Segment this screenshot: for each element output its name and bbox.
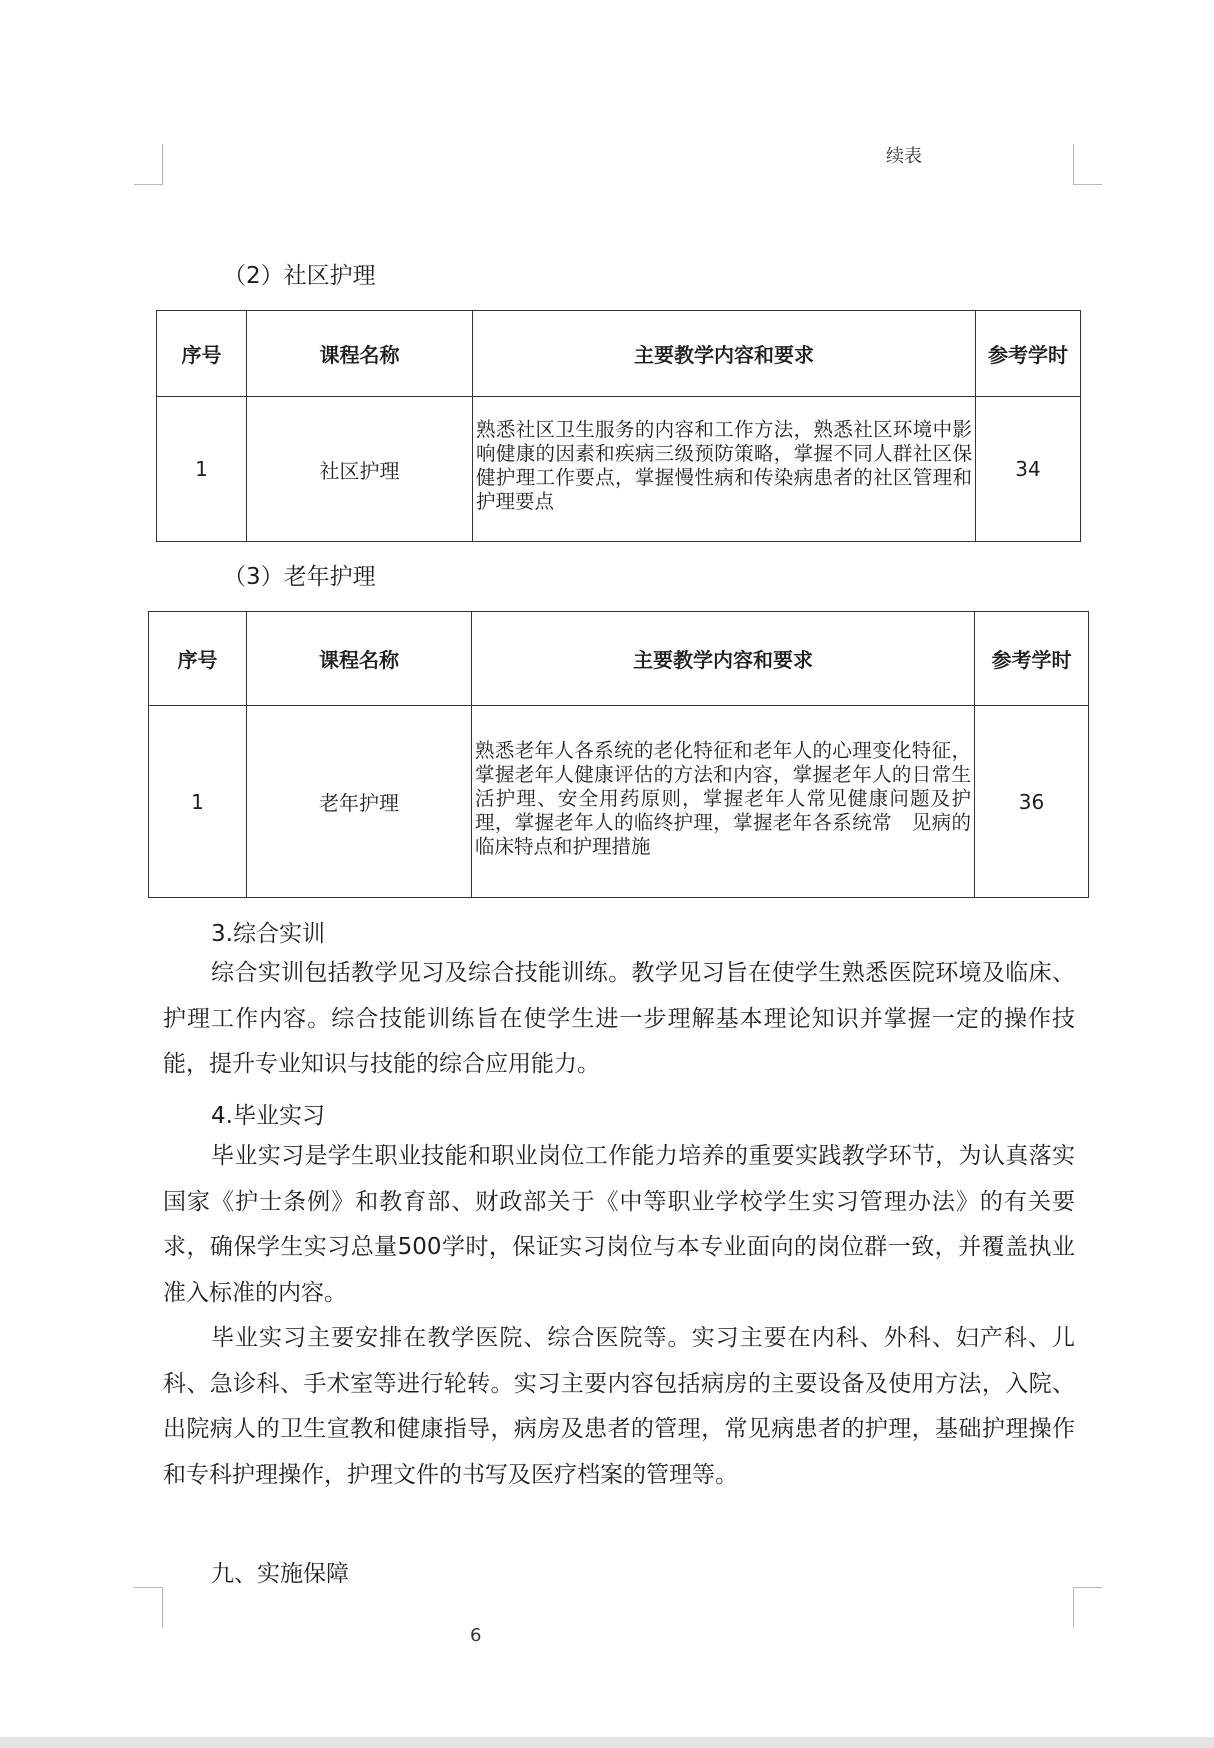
cell-hours: 34 [976,397,1081,542]
community-nursing-table [156,310,1081,542]
graduation-internship-paragraph: 毕业实习是学生职业技能和职业岗位工作能力培养的重要实践教学环节，为认真落实国家《护士条例》和教育部、财政部关于《中等职业学校学生实习管理办法》的有关要求，确保学生实习总量500学时，保证实习岗位与本专业面向的岗位群一致，并覆盖执业准入标准的内容。 [163,1143,1075,1306]
page-number: 6 [470,1625,482,1646]
implementation-guarantee-heading: 九、实施保障 [211,1561,349,1587]
crop-mark-bottom-left [134,1587,163,1628]
table-row [149,706,1089,898]
crop-mark-bottom-right [1073,1587,1102,1628]
cell-hours: 36 [975,706,1089,898]
column-header-no: 序号 [157,311,247,397]
table-row [157,397,1081,542]
cell-content: 熟悉老年人各系统的老化特征和老年人的心理变化特征，掌握老年人健康评估的方法和内容，掌握老年人的日常生活护理、安全用药原则，掌握老年人常见健康问题及护理，掌握老年人的临终护理，掌握老年各系统常 见病的临床特点和护理措施 [472,706,975,898]
cell-no: 1 [149,706,247,898]
crop-mark-top-right [1073,144,1102,185]
column-header-course: 课程名称 [247,311,473,397]
comprehensive-training-paragraph: 综合实训包括教学见习及综合技能训练。教学见习旨在使学生熟悉医院环境及临床、护理工作内容。综合技能训练旨在使学生进一步理解基本理论知识并掌握一定的操作技能，提升专业知识与技能的综合应用能力。 [163,960,1075,1077]
column-header-course: 课程名称 [247,612,472,706]
table-header-row [157,311,1081,397]
column-header-content: 主要教学内容和要求 [473,311,976,397]
cell-course: 社区护理 [247,397,473,542]
page-bottom-edge [0,1737,1214,1748]
community-nursing-title: （2）社区护理 [223,263,376,289]
graduation-internship-heading: 4.毕业实习 [211,1103,325,1129]
crop-mark-top-left [134,144,163,185]
cell-course: 老年护理 [247,706,472,898]
comprehensive-training-heading: 3.综合实训 [211,921,325,947]
cell-no: 1 [157,397,247,542]
column-header-hours: 参考学时 [976,311,1081,397]
elderly-nursing-table [148,611,1089,898]
table-header-row [149,612,1089,706]
column-header-no: 序号 [149,612,247,706]
elderly-nursing-title: （3）老年护理 [223,564,376,590]
cell-content: 熟悉社区卫生服务的内容和工作方法，熟悉社区环境中影响健康的因素和疾病三级预防策略，掌握不同人群社区保健护理工作要点，掌握慢性病和传染病患者的社区管理和护理要点 [473,397,976,542]
column-header-hours: 参考学时 [975,612,1089,706]
graduation-internship-paragraph: 毕业实习主要安排在教学医院、综合医院等。实习主要在内科、外科、妇产科、儿科、急诊科、手术室等进行轮转。实习主要内容包括病房的主要设备及使用方法，入院、出院病人的卫生宣教和健康指导，病房及患者的管理，常见病患者的护理，基础护理操作和专科护理操作，护理文件的书写及医疗档案的管理等。 [163,1325,1075,1488]
column-header-content: 主要教学内容和要求 [472,612,975,706]
running-head: 续表 [886,146,922,167]
